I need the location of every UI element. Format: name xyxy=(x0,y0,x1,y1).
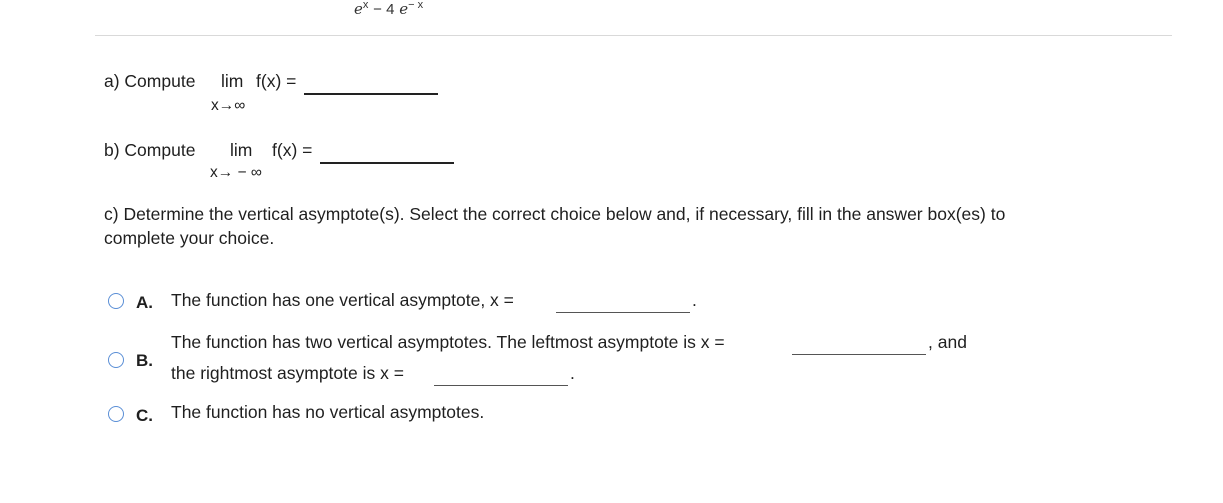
header-formula-denominator xyxy=(354,0,423,18)
choice-a-text: The function has one vertical asymptote, x = xyxy=(171,290,514,310)
exp-base-1: e xyxy=(354,0,363,18)
part-b-lim: lim xyxy=(230,140,253,160)
part-b-func: f(x) = xyxy=(272,140,313,160)
exp-power-1: x xyxy=(362,0,369,11)
choice-c-label[interactable]: C. xyxy=(136,406,153,425)
choice-b-text-line2: the rightmost asymptote is x = xyxy=(171,363,404,383)
choice-a-label[interactable]: A. xyxy=(136,293,153,312)
part-b-answer-field[interactable] xyxy=(320,162,454,164)
choice-b-label[interactable]: B. xyxy=(136,351,153,370)
choice-a-answer-field[interactable] xyxy=(556,312,690,313)
part-a-limit-subscript: x→∞ xyxy=(211,97,246,114)
part-c-question-line1: c) Determine the vertical asymptote(s). Select the correct choice below and, if necessary, fill in the answer box(es) to xyxy=(104,204,1006,224)
part-a-lim: lim xyxy=(221,71,244,91)
part-c-question-line2: complete your choice. xyxy=(104,228,275,248)
choice-b-comma-and: , and xyxy=(928,332,967,352)
choice-a-radio[interactable] xyxy=(108,293,124,309)
coef-term: − 4 xyxy=(373,1,395,18)
choice-b-radio[interactable] xyxy=(108,352,124,368)
part-a-func: f(x) = xyxy=(256,71,297,91)
part-a-answer-field[interactable] xyxy=(304,93,438,95)
choice-b-left-answer-field[interactable] xyxy=(792,354,926,355)
exp-base-2: e xyxy=(399,0,409,18)
part-b-limit-subscript: x→ − ∞ xyxy=(210,164,262,181)
part-a-prefix: a) Compute xyxy=(104,71,196,91)
choice-c-radio[interactable] xyxy=(108,406,124,422)
section-divider xyxy=(95,35,1172,36)
part-b-prefix: b) Compute xyxy=(104,140,196,160)
choice-c-text: The function has no vertical asymptotes. xyxy=(171,402,485,422)
choice-b-period: . xyxy=(570,363,575,383)
exp-power-2: − x xyxy=(408,0,424,11)
choice-b-text-line1: The function has two vertical asymptotes. The leftmost asymptote is x = xyxy=(171,332,725,352)
choice-a-period: . xyxy=(692,290,697,310)
choice-b-right-answer-field[interactable] xyxy=(434,385,568,386)
